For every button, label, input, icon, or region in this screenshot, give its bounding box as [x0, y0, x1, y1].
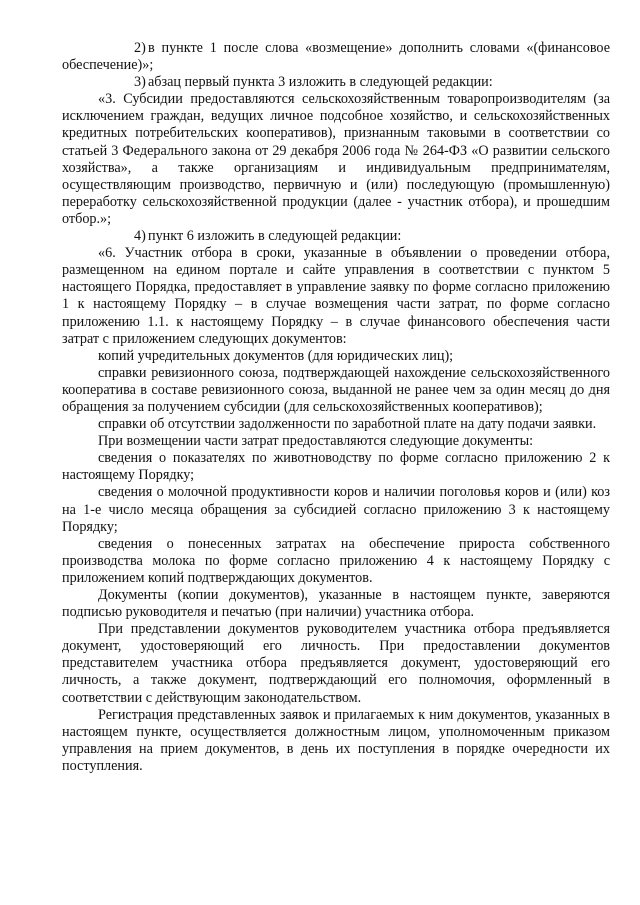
paragraph-text: Документы (копии документов), указанные в настоящем пункте, заверяются подписью руководителя и печатью (при наличии) участника отбора.	[62, 587, 610, 621]
paragraph	[62, 348, 610, 365]
paragraph-text: абзац первый пункта 3 изложить в следующей редакции:	[148, 74, 493, 91]
paragraph	[62, 91, 610, 228]
paragraph	[62, 245, 610, 348]
paragraph-text: копий учредительных документов (для юридических лиц);	[98, 347, 454, 364]
document-page	[62, 40, 610, 775]
paragraph-text: «6. Участник отбора в сроки, указанные в объявлении о проведении отбора, размещенном на едином портале и сайте управления в соответствии с пунктом 5 настоящего Порядка, предоставляет в управление заявку по форме согласно приложению 1 к настоящему Порядку – в случае возмещения части затрат, по форме согласно приложению 1.1. к настоящему Порядку – в случае финансового обеспечения части затрат с приложением следующих документов:	[62, 245, 610, 347]
paragraph-text: сведения о понесенных затратах на обеспечение прироста собственного производства молока по форме согласно приложению 4 к настоящему Порядку с приложением копий подтверждающих документов.	[62, 535, 610, 586]
paragraph-text: справки об отсутствии задолженности по заработной плате на дату подачи заявки.	[98, 416, 597, 433]
item-number: 3)	[134, 74, 146, 91]
paragraph	[62, 587, 610, 621]
paragraph	[62, 74, 610, 91]
paragraph	[62, 433, 610, 450]
paragraph-text: Регистрация представленных заявок и прилагаемых к ним документов, указанных в настоящем пункте, осуществляется должностным лицом, уполномоченным приказом управления на прием документов, в день их поступления в порядке очередности их поступления.	[62, 706, 610, 774]
paragraph	[62, 365, 610, 416]
paragraph-text: в пункте 1 после слова «возмещение» дополнить словами «(финансовое обеспечение)»;	[62, 40, 610, 74]
paragraph	[62, 621, 610, 706]
paragraph-text: «3. Субсидии предоставляются сельскохозяйственным товаропроизводителям (за исключением граждан, ведущих личное подсобное хозяйство, и сельскохозяйственных кредитных потребительских кооперативов), признанным таковыми в соответствии со статьей 3 Федерального закона от 29 декабря 2006 года № 264-ФЗ «О развитии сельского хозяйства», а также организациям и индивидуальным предпринимателям, осуществляющим производство, первичную и (или) последующую (промышленную) переработку сельскохозяйственной продукции (далее - участник отбора), и прошедшим отбор.»;	[62, 91, 610, 227]
paragraph	[62, 707, 610, 775]
paragraph	[62, 536, 610, 587]
item-number: 2)	[134, 40, 146, 56]
paragraph	[62, 40, 610, 74]
paragraph	[62, 484, 610, 535]
paragraph-text: При представлении документов руководителем участника отбора предъявляется документ, удостоверяющий его личность. При предоставлении документов представителем участника отбора предъявляется документ, удостоверяющий его личность, а также документ, подтверждающий его полномочия, оформленный в соответствии с действующим законодательством.	[62, 621, 610, 706]
paragraph-text: справки ревизионного союза, подтверждающей нахождение сельскохозяйственного кооператива в составе ревизионного союза, выданной не ранее чем за один месяц до дня обращения за получением субсидии (для сельскохозяйственных кооперативов);	[62, 364, 610, 415]
paragraph-text: пункт 6 изложить в следующей редакции:	[148, 228, 402, 245]
paragraph-text: При возмещении части затрат предоставляются следующие документы:	[98, 433, 534, 450]
paragraph	[62, 416, 610, 433]
paragraph	[62, 228, 610, 245]
paragraph-text: сведения о молочной продуктивности коров и наличии поголовья коров и (или) коз на 1-е число месяца обращения за субсидией согласно приложению 3 к настоящему Порядку;	[62, 484, 610, 535]
item-number: 4)	[134, 228, 146, 245]
paragraph	[62, 450, 610, 484]
paragraph-text: сведения о показателях по животноводству по форме согласно приложению 2 к настоящему Порядку;	[62, 450, 610, 484]
